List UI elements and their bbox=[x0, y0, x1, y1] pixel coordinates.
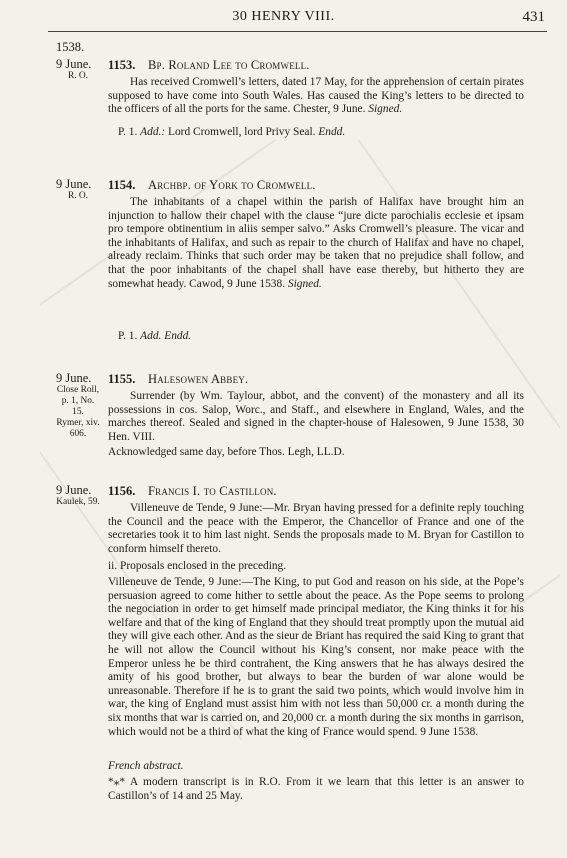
entry-source-line: Rymer, xiv. bbox=[56, 418, 100, 428]
entry-margin bbox=[56, 58, 106, 82]
page-number: 431 bbox=[522, 9, 545, 25]
entry-source: Kaulek, 59. bbox=[56, 497, 100, 507]
entry-heading: Archbp. of York to Cromwell. bbox=[148, 178, 316, 192]
page-header bbox=[0, 6, 567, 30]
year-label: 1538. bbox=[56, 40, 85, 54]
entry-source-line: 606. bbox=[69, 429, 87, 439]
entry-margin bbox=[56, 372, 106, 440]
note-add-label: Add. bbox=[140, 330, 162, 342]
entry-heading: Francis I. to Castillon. bbox=[148, 484, 277, 498]
entry-signed: Signed. bbox=[368, 103, 403, 116]
entry-footnote bbox=[108, 776, 524, 803]
entry-date: 9 June. bbox=[56, 483, 92, 497]
entry-part-two-title: ii. Proposals enclosed in the preceding. bbox=[108, 560, 287, 572]
note-endd: Endd. bbox=[164, 330, 192, 342]
note-endd: Endd. bbox=[318, 126, 346, 138]
entry-abstract-label: French abstract. bbox=[108, 760, 184, 772]
entry-date: 9 June. bbox=[56, 371, 92, 385]
note-add-label: Add.: bbox=[140, 126, 166, 138]
entry-body bbox=[108, 76, 524, 117]
entry-source: R. O. bbox=[67, 191, 89, 201]
entry-source-line: p. 1, No. 15. bbox=[61, 396, 95, 417]
entry-number: 1153. bbox=[108, 58, 136, 72]
note-add-text: Lord Cromwell, lord Privy Seal. bbox=[168, 126, 316, 138]
entry-signed: Signed. bbox=[287, 277, 322, 290]
note-pages: P. 1. bbox=[118, 330, 138, 342]
footnote-mark: *⁎* bbox=[108, 776, 126, 788]
entry-body-text: Has received Cromwell’s letters, dated 17 May, for the apprehension of certain pirates supposed to have come into South Wales. Has caused the King’s letters to be directed to the officers of all the ports for the same. Chester, 9 June. bbox=[108, 76, 524, 116]
entry-margin bbox=[56, 484, 106, 508]
entry-number: 1156. bbox=[108, 484, 136, 498]
header-rule bbox=[48, 31, 547, 32]
running-title: 30 HENRY VIII. bbox=[232, 9, 335, 24]
entry-body-text: The inhabitants of a chapel within the parish of Halifax have brought him an injunction to hallow their chapel with the clause “jure dicte parochialis ecclesie et ipsam pro tempore obtinentium in aliis semper salvo.” Asks Cromwell’s pleasure. The vicar and the inhabitants of Halifax, and such as repair to the church of Halifax and have no chapel, already reclaim. Thinks that such order may be taken that no prejudice shall follow, and that the poor inhabitants of the chapel shall have ease thereby, but hitherto they are somewhat heady. Cawod, 9 June 1538. bbox=[108, 196, 524, 290]
entry-number: 1154. bbox=[108, 178, 136, 192]
entry-note bbox=[118, 330, 524, 344]
entry-body bbox=[108, 196, 524, 291]
entry-acknowledgement: Acknowledged same day, before Thos. Legh, LL.D. bbox=[108, 446, 345, 458]
entry-part-two-body: Villeneuve de Tende, 9 June:—The King, to put God and reason on his side, at the Pope’s persuasion agreed to come hither to settle about the peace. As the Pope seems to prolong the negociation in order to get himself made principal mediator, the King thinks it for his welfare and that of the king of England that they should treat promptly upon the mutual aid they will give each other. And as the sieur de Briant has required the said King to grant that he will not allow the Council without his King’s consent, nor make peace with the Emperor unless he be third contrahent, the King answers that he has always desired the amity of his good brother, but always to bear the burden of war alone would be unreasonable. Therefore if he is to grant the said two points, which would involve him in war, the king of England must assist him with not less than 50,000 cr. a month during the six months that war is carried on, and 20,000 cr. a month during the six months in garrison, which would not be a third of what the king of France would spend. 9 June 1538. bbox=[108, 576, 524, 738]
entry-source: R. O. bbox=[67, 71, 89, 81]
entry-date: 9 June. bbox=[56, 57, 92, 71]
footnote-text: A modern transcript is in R.O. From it we learn that this letter is an answer to Castillon’s of 14 and 25 May. bbox=[108, 776, 524, 802]
entry-number: 1155. bbox=[108, 372, 136, 386]
entry-source-line: Close Roll, bbox=[56, 385, 100, 395]
entry-note bbox=[118, 126, 524, 140]
entry-margin bbox=[56, 178, 106, 202]
entry-body: Villeneuve de Tende, 9 June:—Mr. Bryan having pressed for a definite reply touching the Council and the peace with the Emperor, the Chancellor of France and one of the secretaries took it to him last night. Sends the proposals made to M. Bryan for Castillon to conform himself thereto. bbox=[108, 502, 524, 555]
entry-body: Surrender (by Wm. Taylour, abbot, and the convent) of the monastery and all its possessions in cos. Salop, Worc., and Staff., and elsewhere in England, Wales, and the marches thereof. Sealed and signed in the chapter-house of Halesowen, 9 June 1538, 30 Hen. VIII. bbox=[108, 390, 524, 443]
entry-heading: Bp. Roland Lee to Cromwell. bbox=[148, 58, 310, 72]
entry-heading: Halesowen Abbey. bbox=[148, 372, 249, 386]
entry-date: 9 June. bbox=[56, 177, 92, 191]
note-pages: P. 1. bbox=[118, 126, 138, 138]
